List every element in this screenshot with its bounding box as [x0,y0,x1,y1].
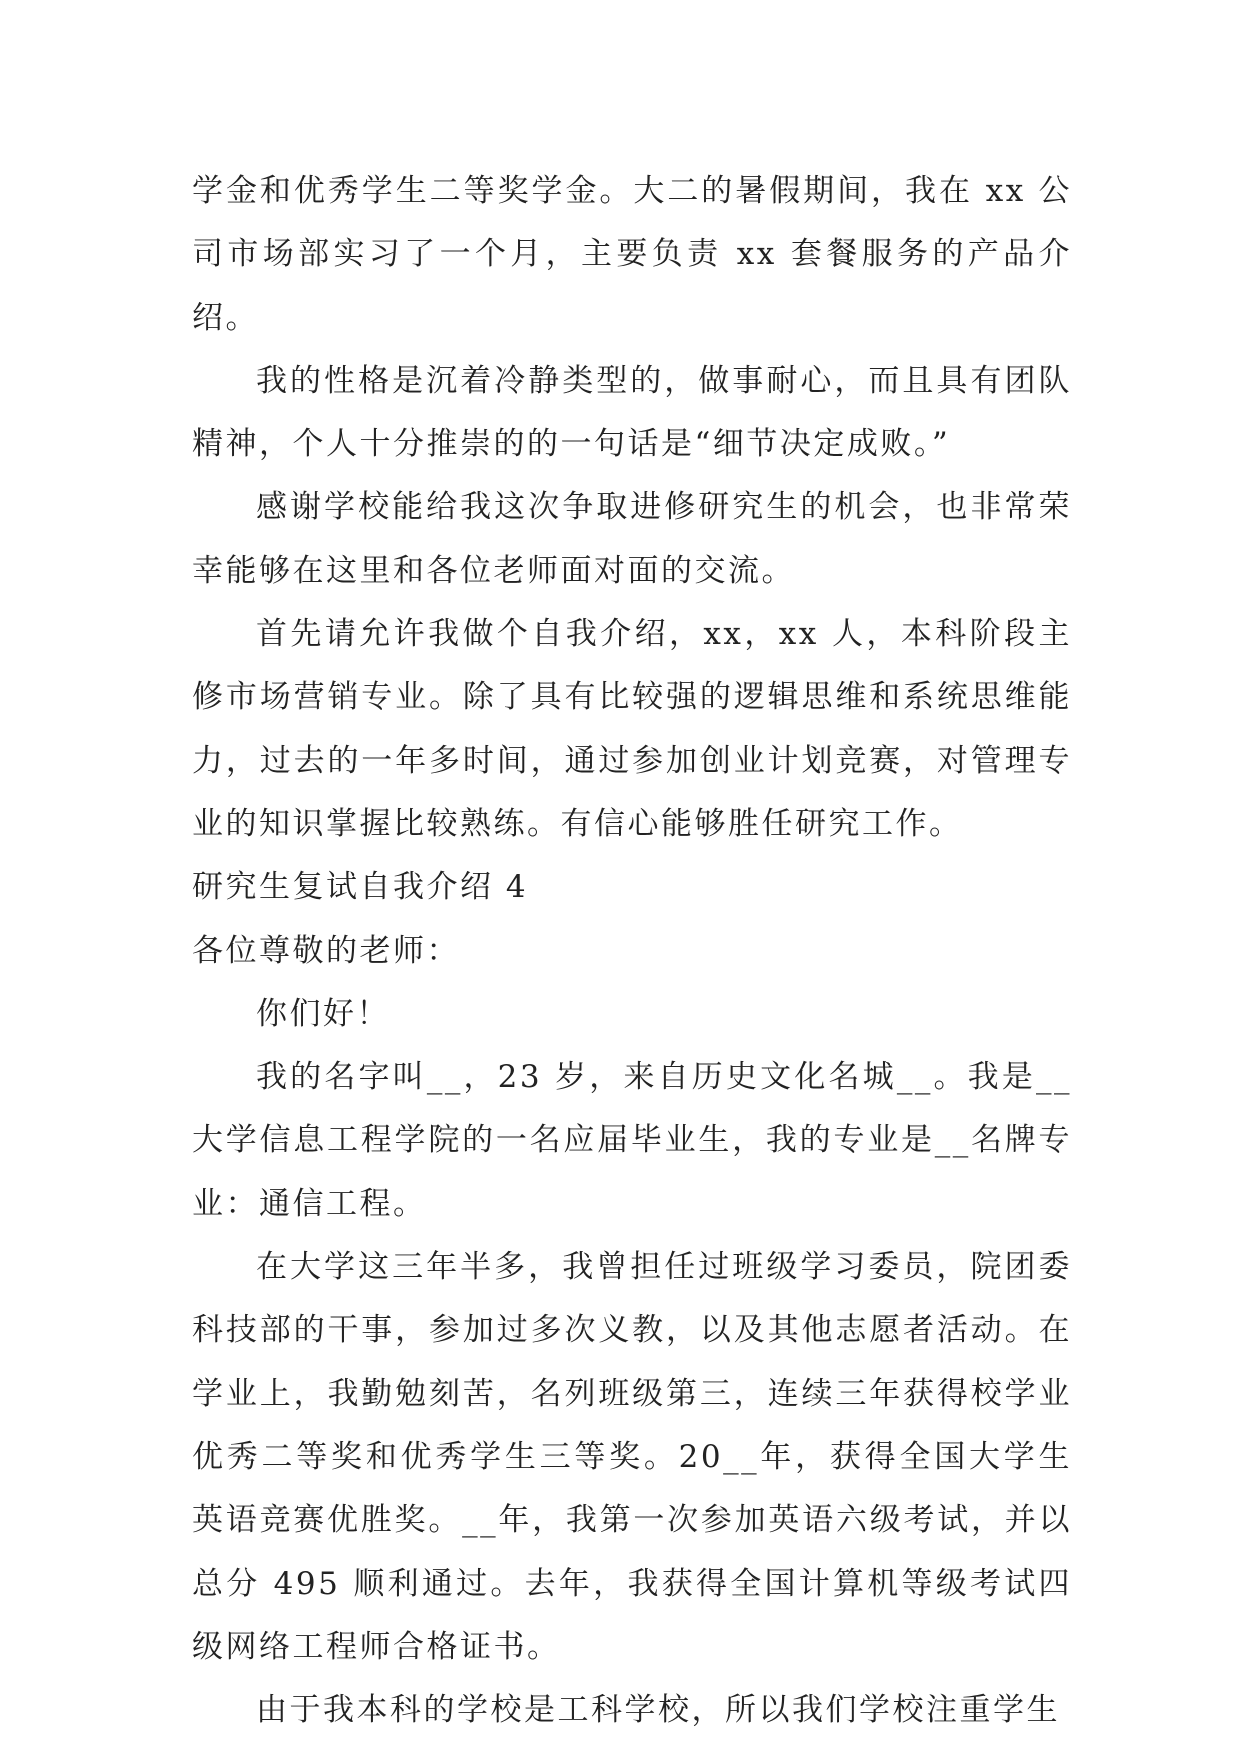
document-body [192,160,1072,1742]
paragraph-university-experience: 在大学这三年半多，我曾担任过班级学习委员，院团委科技部的干事，参加过多次义教，以及其他志愿者活动。在学业上，我勤勉刻苦，名列班级第三，连续三年获得校学业优秀二等奖和优秀学生三等奖。20__年，获得全国大学生英语竞赛优胜奖。__年，我第一次参加英语六级考试，并以总分 495 顺利通过。去年，我获得全国计算机等级考试四级网络工程师合格证书。 [192,1249,1072,1665]
section-heading: 研究生复试自我介绍 4 [192,869,529,906]
paragraph-engineering-school: 由于我本科的学校是工科学校，所以我们学校注重学生 [256,1692,1060,1729]
greeting: 你们好！ [256,995,390,1032]
paragraph-self-intro: 首先请允许我做个自我介绍，xx，xx 人，本科阶段主修市场营销专业。除了具有比较强的逻辑思维和系统思维能力，过去的一年多时间，通过参加创业计划竞赛，对管理专业的知识掌握比较熟练。有信心能够胜任研究工作。 [192,616,1072,842]
paragraph-personality: 我的性格是沉着冷静类型的，做事耐心，而且具有团队精神，个人十分推崇的的一句话是“细节决定成败。” [192,362,1072,463]
salutation: 各位尊敬的老师： [192,932,460,969]
paragraph-thanks: 感谢学校能给我这次争取进修研究生的机会，也非常荣幸能够在这里和各位老师面对面的交流。 [192,489,1072,589]
paragraph-name-major: 我的名字叫__，23 岁，来自历史文化名城__。我是__大学信息工程学院的一名应届毕业生，我的专业是__名牌专业：通信工程。 [192,1059,1072,1222]
paragraph-scholarship-internship: 学金和优秀学生二等奖学金。大二的暑假期间，我在 xx 公司市场部实习了一个月，主要负责 xx 套餐服务的产品介绍。 [192,173,1072,336]
